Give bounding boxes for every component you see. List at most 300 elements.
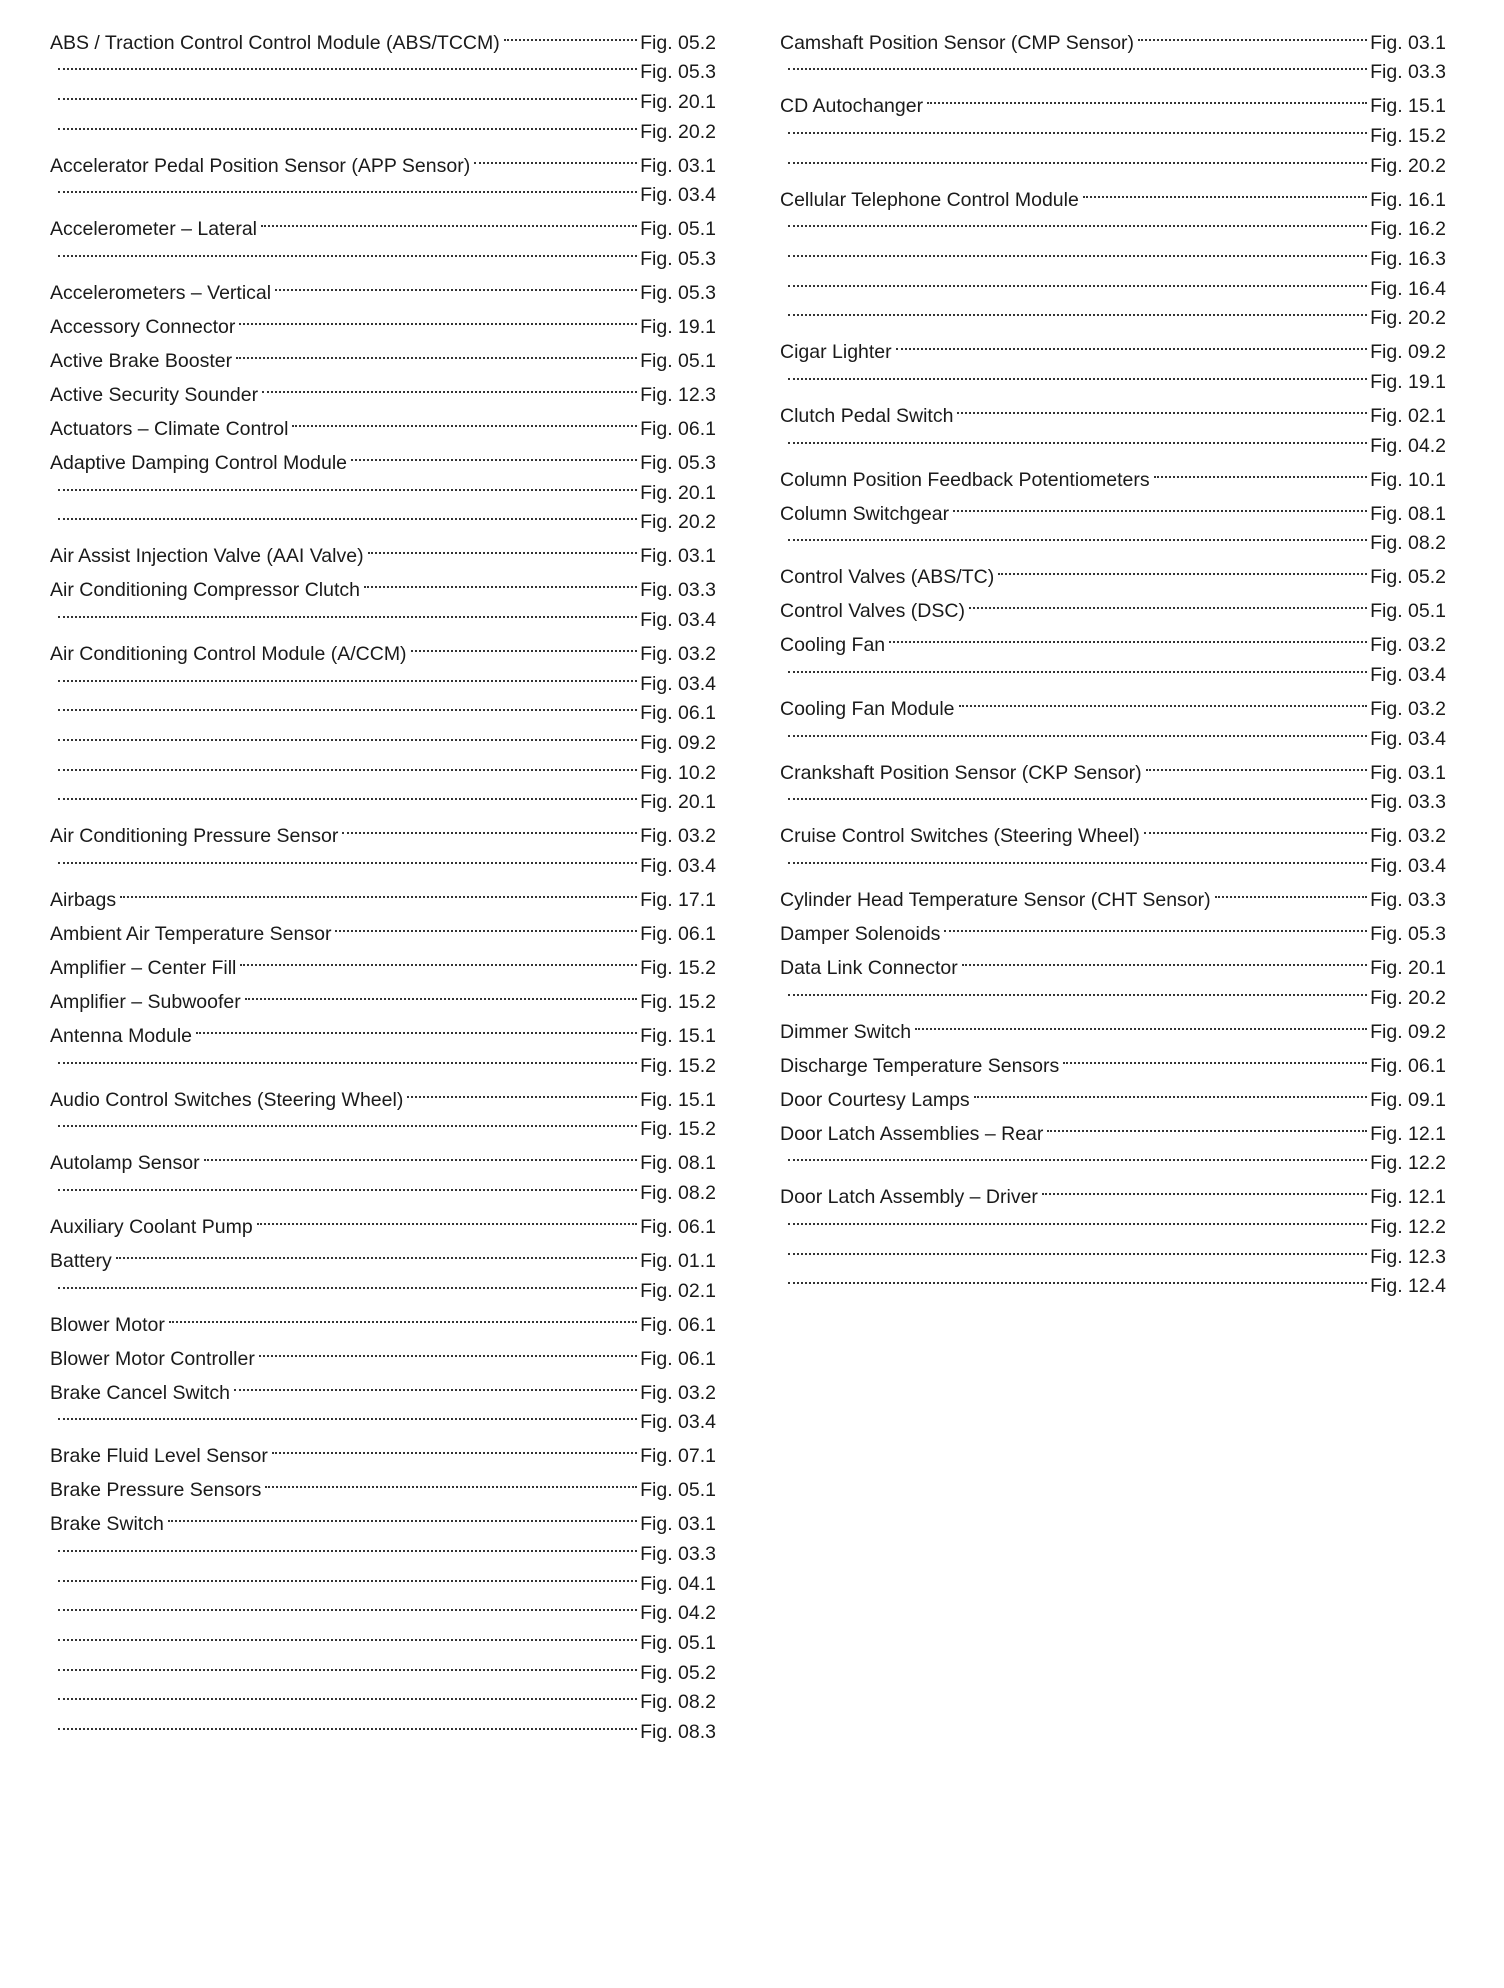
dot-leader — [58, 172, 637, 202]
component-name-brake-pressure-sensors: Brake Pressure Sensors — [50, 1479, 262, 1502]
figure-reference: Fig. 15.2 — [1370, 125, 1446, 148]
index-continuation-line — [780, 520, 1446, 555]
figure-reference: Fig. 20.2 — [1370, 154, 1446, 177]
index-continuation-line — [780, 112, 1446, 148]
figure-reference: Fig. 08.2 — [640, 1182, 716, 1205]
dot-leader — [788, 422, 1367, 452]
dot-leader — [788, 715, 1367, 745]
index-continuation-line — [50, 842, 716, 878]
index-entry — [50, 1012, 716, 1077]
dot-leader — [959, 685, 1368, 715]
index-entry — [780, 456, 1446, 491]
figure-reference: Fig. 03.1 — [1370, 761, 1446, 784]
index-entry-line — [50, 533, 716, 568]
figure-reference: Fig. 03.1 — [640, 545, 716, 568]
dot-leader — [58, 1106, 637, 1136]
index-continuation-line — [780, 651, 1446, 687]
index-entry — [780, 176, 1446, 330]
dot-leader — [788, 520, 1367, 550]
dot-leader — [788, 1203, 1367, 1233]
dot-leader — [974, 1076, 1367, 1106]
component-name-dimmer-switch: Dimmer Switch — [780, 1020, 912, 1043]
index-continuation-line — [50, 1590, 716, 1625]
component-name-cd-autochanger: CD Autochanger — [780, 95, 924, 118]
figure-reference: Fig. 03.4 — [640, 184, 716, 207]
figure-reference: Fig. 03.4 — [1370, 727, 1446, 750]
figure-reference: Fig. 05.2 — [1370, 566, 1446, 589]
dot-leader — [234, 1369, 637, 1399]
component-name-discharge-temperature-sensors: Discharge Temperature Sensors — [780, 1054, 1060, 1077]
index-continuation-line — [50, 1042, 716, 1077]
index-entry-line — [50, 1203, 716, 1239]
dot-leader — [58, 108, 637, 138]
index-continuation-line — [50, 1560, 716, 1595]
index-continuation-line — [50, 1530, 716, 1566]
figure-reference: Fig. 08.2 — [1370, 532, 1446, 555]
figure-reference: Fig. 12.4 — [1370, 1275, 1446, 1298]
component-name-brake-fluid-level-sensor: Brake Fluid Level Sensor — [50, 1445, 268, 1468]
figure-reference: Fig. 09.2 — [1370, 341, 1446, 364]
component-name-accelerator-pedal-position-sensor-app-sensor: Accelerator Pedal Position Sensor (APP Sensor) — [50, 154, 471, 177]
dot-leader — [364, 567, 637, 597]
dot-leader — [788, 651, 1367, 681]
dot-leader — [58, 78, 637, 108]
figure-reference: Fig. 05.3 — [640, 61, 716, 84]
dot-leader — [58, 842, 637, 872]
dot-leader — [788, 49, 1367, 79]
figure-reference: Fig. 05.3 — [1370, 923, 1446, 946]
index-entry-line — [780, 554, 1446, 589]
component-name-brake-switch: Brake Switch — [50, 1513, 164, 1536]
figure-reference: Fig. 08.1 — [640, 1152, 716, 1175]
component-name-cruise-control-switches-steering-wheel: Cruise Control Switches (Steering Wheel) — [780, 825, 1140, 848]
figure-reference: Fig. 12.2 — [1370, 1216, 1446, 1239]
index-continuation-line — [50, 596, 716, 632]
dot-leader — [1042, 1174, 1367, 1204]
index-entry — [50, 533, 716, 568]
index-continuation-line — [50, 1267, 716, 1302]
index-continuation-line — [50, 779, 716, 814]
dot-leader — [58, 49, 637, 79]
figure-reference: Fig. 16.1 — [1370, 188, 1446, 211]
index-entry-line — [50, 1140, 716, 1175]
index-continuation-line — [50, 49, 716, 84]
component-name-cooling-fan: Cooling Fan — [780, 634, 886, 657]
figure-reference: Fig. 04.2 — [1370, 434, 1446, 457]
dot-leader — [368, 533, 638, 563]
figure-reference: Fig. 15.2 — [640, 957, 716, 980]
dot-leader — [788, 1140, 1367, 1170]
dot-leader — [1063, 1042, 1367, 1072]
component-name-autolamp-sensor: Autolamp Sensor — [50, 1152, 200, 1175]
figure-reference: Fig. 15.2 — [640, 1054, 716, 1077]
dot-leader — [262, 371, 637, 401]
component-name-amplifier-subwoofer: Amplifier – Subwoofer — [50, 991, 241, 1014]
figure-reference: Fig. 03.2 — [640, 643, 716, 666]
index-entry — [50, 269, 716, 305]
figure-reference: Fig. 10.2 — [640, 761, 716, 784]
figure-reference: Fig. 17.1 — [640, 889, 716, 912]
figure-reference: Fig. 20.1 — [1370, 957, 1446, 980]
index-entry — [50, 567, 716, 632]
figure-reference: Fig. 10.1 — [1370, 468, 1446, 491]
index-continuation-line — [50, 660, 716, 695]
index-entry — [50, 1140, 716, 1205]
figure-reference: Fig. 20.1 — [640, 791, 716, 814]
figure-reference: Fig. 03.4 — [640, 609, 716, 632]
figure-reference: Fig. 04.1 — [640, 1572, 716, 1595]
component-name-brake-cancel-switch: Brake Cancel Switch — [50, 1381, 230, 1404]
index-continuation-line — [780, 206, 1446, 241]
dot-leader — [969, 588, 1367, 618]
dot-leader — [58, 1267, 637, 1297]
component-name-air-conditioning-compressor-clutch: Air Conditioning Compressor Clutch — [50, 579, 360, 602]
dot-leader — [58, 1708, 637, 1738]
index-entry-line — [50, 630, 716, 666]
dot-leader — [292, 405, 637, 435]
dot-leader — [120, 876, 637, 906]
component-name-active-brake-booster: Active Brake Booster — [50, 350, 233, 373]
dot-leader — [889, 622, 1367, 652]
figure-reference: Fig. 03.2 — [1370, 634, 1446, 657]
index-entry — [50, 630, 716, 814]
figure-reference: Fig. 03.3 — [1370, 889, 1446, 912]
figure-reference: Fig. 06.1 — [640, 418, 716, 441]
index-entry — [780, 944, 1446, 1009]
index-continuation-line — [780, 974, 1446, 1009]
index-entry — [50, 1433, 716, 1468]
dot-leader — [962, 944, 1367, 974]
dot-leader — [168, 1501, 637, 1531]
index-continuation-line — [780, 1263, 1446, 1298]
component-name-accelerometer-lateral: Accelerometer – Lateral — [50, 218, 258, 241]
index-entry-line — [780, 329, 1446, 364]
index-entry-line — [780, 176, 1446, 211]
dot-leader — [342, 813, 637, 843]
figure-reference: Fig. 05.1 — [1370, 600, 1446, 623]
dot-leader — [58, 1399, 637, 1429]
dot-leader — [407, 1076, 637, 1106]
index-continuation-line — [50, 1106, 716, 1141]
figure-reference: Fig. 05.3 — [640, 282, 716, 305]
index-entry-line — [780, 392, 1446, 428]
index-continuation-line — [780, 142, 1446, 177]
dot-leader — [275, 269, 637, 299]
dot-leader — [116, 1237, 637, 1267]
index-entry-line — [50, 910, 716, 946]
index-continuation-line — [50, 172, 716, 207]
figure-reference: Fig. 05.1 — [640, 350, 716, 373]
component-name-antenna-module: Antenna Module — [50, 1025, 193, 1048]
component-name-door-latch-assemblies-rear: Door Latch Assemblies – Rear — [780, 1122, 1044, 1145]
index-continuation-line — [50, 108, 716, 143]
index-continuation-line — [780, 358, 1446, 394]
figure-reference: Fig. 15.1 — [1370, 95, 1446, 118]
index-entry — [50, 1501, 716, 1744]
figure-reference: Fig. 02.1 — [1370, 405, 1446, 428]
figure-reference: Fig. 09.1 — [1370, 1088, 1446, 1111]
figure-reference: Fig. 20.1 — [640, 91, 716, 114]
figure-reference: Fig. 12.1 — [1370, 1122, 1446, 1145]
dot-leader — [58, 1042, 637, 1072]
dot-leader — [788, 779, 1367, 809]
component-name-air-conditioning-control-module-a-ccm: Air Conditioning Control Module (A/CCM) — [50, 643, 407, 666]
dot-leader — [239, 303, 637, 333]
index-entry-line — [780, 813, 1446, 848]
index-entry — [50, 1301, 716, 1336]
dot-leader — [788, 206, 1367, 236]
figure-reference: Fig. 07.1 — [640, 1445, 716, 1468]
index-entry-line — [780, 19, 1446, 54]
component-name-door-latch-assembly-driver: Door Latch Assembly – Driver — [780, 1186, 1038, 1209]
dot-leader — [788, 1263, 1367, 1293]
index-entry — [780, 392, 1446, 457]
figure-reference: Fig. 03.1 — [1370, 31, 1446, 54]
dot-leader — [411, 630, 638, 660]
component-name-abs-traction-control-control-module-abs-tccm: ABS / Traction Control Control Module (ABS/TCCM) — [50, 31, 500, 54]
component-name-ambient-air-temperature-sensor: Ambient Air Temperature Sensor — [50, 923, 332, 946]
dot-leader — [788, 1233, 1367, 1263]
dot-leader — [788, 295, 1367, 325]
dot-leader — [196, 1012, 637, 1042]
index-entry — [780, 749, 1446, 814]
figure-reference: Fig. 03.2 — [1370, 698, 1446, 721]
dot-leader — [788, 112, 1367, 142]
index-entry — [780, 1008, 1446, 1043]
figure-reference: Fig. 08.1 — [1370, 502, 1446, 525]
index-entry-line — [780, 456, 1446, 491]
component-name-auxiliary-coolant-pump: Auxiliary Coolant Pump — [50, 1216, 253, 1239]
index-entry — [780, 329, 1446, 394]
index-continuation-line — [50, 1649, 716, 1684]
index-continuation-line — [50, 1619, 716, 1655]
dot-leader — [58, 719, 637, 749]
component-name-actuators-climate-control: Actuators – Climate Control — [50, 418, 289, 441]
dot-leader — [474, 142, 637, 172]
component-name-amplifier-center-fill: Amplifier – Center Fill — [50, 957, 237, 980]
index-entry-line — [780, 1174, 1446, 1209]
component-name-camshaft-position-sensor-cmp-sensor: Camshaft Position Sensor (CMP Sensor) — [780, 31, 1135, 54]
figure-reference: Fig. 12.1 — [1370, 1186, 1446, 1209]
index-entry — [780, 1110, 1446, 1175]
figure-reference: Fig. 19.1 — [1370, 371, 1446, 394]
figure-reference: Fig. 08.3 — [640, 1721, 716, 1744]
figure-reference: Fig. 03.3 — [1370, 791, 1446, 814]
figure-reference: Fig. 15.2 — [640, 1118, 716, 1141]
figure-reference: Fig. 05.2 — [640, 31, 716, 54]
dot-leader — [788, 142, 1367, 172]
index-entry — [780, 813, 1446, 878]
index-entry-line — [50, 813, 716, 848]
index-continuation-line — [50, 78, 716, 114]
figure-reference: Fig. 06.1 — [640, 702, 716, 725]
index-entry — [50, 142, 716, 207]
figure-reference: Fig. 15.1 — [640, 1088, 716, 1111]
figure-reference: Fig. 06.1 — [640, 1216, 716, 1239]
dot-leader — [58, 235, 637, 265]
dot-leader — [915, 1008, 1367, 1038]
dot-leader — [259, 1335, 637, 1365]
index-entry-line — [50, 269, 716, 305]
index-entry — [780, 622, 1446, 687]
dot-leader — [1047, 1110, 1367, 1140]
index-entry — [780, 685, 1446, 750]
figure-reference: Fig. 05.2 — [640, 1661, 716, 1684]
dot-leader — [169, 1301, 637, 1331]
component-name-cellular-telephone-control-module: Cellular Telephone Control Module — [780, 188, 1079, 211]
index-continuation-line — [50, 1679, 716, 1714]
component-name-control-valves-dsc: Control Valves (DSC) — [780, 600, 965, 623]
component-name-crankshaft-position-sensor-ckp-sensor: Crankshaft Position Sensor (CKP Sensor) — [780, 761, 1142, 784]
figure-reference: Fig. 05.3 — [640, 452, 716, 474]
figure-reference: Fig. 03.2 — [1370, 825, 1446, 848]
dot-leader — [58, 779, 637, 809]
dot-leader — [58, 1530, 637, 1560]
component-name-airbags: Airbags — [50, 889, 117, 912]
figure-reference: Fig. 09.2 — [640, 732, 716, 755]
index-entry-line — [780, 749, 1446, 784]
figure-reference: Fig. 03.2 — [640, 1381, 716, 1404]
dot-leader — [58, 596, 637, 626]
figure-reference: Fig. 20.2 — [640, 511, 716, 534]
index-entry-line — [50, 19, 716, 54]
dot-leader — [58, 1560, 637, 1590]
component-name-accessory-connector: Accessory Connector — [50, 316, 236, 339]
index-entry — [780, 1174, 1446, 1298]
figure-reference: Fig. 03.1 — [640, 154, 716, 177]
index-entry — [780, 490, 1446, 555]
component-name-air-assist-injection-valve-aai-valve: Air Assist Injection Valve (AAI Valve) — [50, 545, 364, 568]
dot-leader — [1138, 19, 1367, 49]
index-continuation-line — [780, 1140, 1446, 1175]
dot-leader — [58, 1590, 637, 1620]
dot-leader — [58, 1679, 637, 1709]
figure-reference: Fig. 20.2 — [1370, 307, 1446, 330]
figure-reference: Fig. 06.1 — [640, 923, 716, 946]
figure-reference: Fig. 04.2 — [640, 1602, 716, 1625]
component-name-clutch-pedal-switch: Clutch Pedal Switch — [780, 405, 954, 428]
index-entry-line — [50, 206, 716, 241]
index-continuation-line — [50, 235, 716, 271]
index-entry-line — [780, 685, 1446, 721]
dot-leader — [236, 337, 637, 367]
figure-reference: Fig. 03.1 — [640, 1513, 716, 1536]
figure-reference: Fig. 03.4 — [640, 1411, 716, 1434]
index-entry — [50, 910, 716, 946]
dot-leader — [788, 265, 1367, 295]
index-entry — [780, 83, 1446, 177]
figure-reference: Fig. 20.2 — [640, 120, 716, 143]
dot-leader — [335, 910, 637, 940]
component-name-door-courtesy-lamps: Door Courtesy Lamps — [780, 1088, 970, 1111]
component-name-audio-control-switches-steering-wheel: Audio Control Switches (Steering Wheel) — [50, 1088, 404, 1111]
index-entry — [780, 19, 1446, 84]
index-continuation-line — [780, 235, 1446, 271]
figure-reference: Fig. 03.3 — [640, 579, 716, 602]
component-name-damper-solenoids: Damper Solenoids — [780, 923, 941, 946]
index-entry — [50, 439, 716, 534]
dot-leader — [272, 1433, 637, 1463]
index-continuation-line — [780, 715, 1446, 750]
figure-reference: Fig. 03.4 — [640, 855, 716, 878]
figure-reference: Fig. 05.1 — [640, 1632, 716, 1655]
dot-leader — [927, 83, 1367, 113]
dot-leader — [261, 206, 637, 236]
index-continuation-line — [780, 842, 1446, 878]
figure-reference: Fig. 19.1 — [640, 316, 716, 339]
dot-leader — [204, 1140, 638, 1170]
dot-leader — [504, 19, 637, 49]
index-entry — [50, 1237, 716, 1302]
index-continuation-line — [780, 779, 1446, 814]
figure-reference: Fig. 06.1 — [640, 1347, 716, 1370]
index-column-right — [780, 19, 1446, 1298]
figure-reference: Fig. 15.1 — [640, 1025, 716, 1048]
index-entry-line — [780, 83, 1446, 118]
index-entry-line — [780, 1008, 1446, 1043]
index-entry — [780, 876, 1446, 912]
figure-reference: Fig. 08.2 — [640, 1691, 716, 1714]
component-name-column-switchgear: Column Switchgear — [780, 502, 950, 525]
index-continuation-line — [780, 1203, 1446, 1239]
figure-reference: Fig. 02.1 — [640, 1279, 716, 1302]
component-name-control-valves-abs-tc: Control Valves (ABS/TC) — [780, 566, 995, 589]
dot-leader — [788, 974, 1367, 1004]
dot-leader — [1215, 876, 1367, 906]
index-entry-line — [780, 876, 1446, 912]
dot-leader — [1154, 456, 1368, 486]
figure-reference: Fig. 16.3 — [1370, 248, 1446, 271]
dot-leader — [944, 910, 1367, 940]
dot-leader — [58, 469, 637, 499]
index-continuation-line — [780, 265, 1446, 300]
index-continuation-line — [50, 1169, 716, 1205]
figure-reference: Fig. 05.3 — [640, 248, 716, 271]
figure-reference: Fig. 03.3 — [640, 1543, 716, 1566]
index-continuation-line — [50, 499, 716, 534]
figure-reference: Fig. 20.2 — [1370, 986, 1446, 1009]
figure-reference: Fig. 12.3 — [640, 384, 716, 407]
dot-leader — [245, 978, 637, 1008]
component-name-battery: Battery — [50, 1250, 112, 1273]
figure-reference: Fig. 06.1 — [1370, 1054, 1446, 1077]
dot-leader — [1144, 813, 1367, 843]
figure-reference: Fig. 05.1 — [640, 218, 716, 241]
index-entry-line — [50, 1301, 716, 1336]
component-name-blower-motor: Blower Motor — [50, 1313, 165, 1336]
dot-leader — [58, 749, 637, 779]
figure-reference: Fig. 06.1 — [640, 1313, 716, 1336]
index-continuation-line — [780, 1233, 1446, 1268]
dot-leader — [788, 842, 1367, 872]
index-entry-line — [50, 142, 716, 177]
index-entry — [50, 1076, 716, 1141]
dot-leader — [257, 1203, 637, 1233]
dot-leader — [58, 690, 637, 720]
index-continuation-line — [780, 422, 1446, 457]
dot-leader — [788, 235, 1367, 265]
index-entry — [50, 876, 716, 912]
component-name-air-conditioning-pressure-sensor: Air Conditioning Pressure Sensor — [50, 825, 339, 848]
index-continuation-line — [780, 295, 1446, 330]
dot-leader — [58, 1649, 637, 1679]
index-continuation-line — [50, 1399, 716, 1434]
component-name-cigar-lighter: Cigar Lighter — [780, 341, 892, 364]
figure-reference: Fig. 20.1 — [640, 481, 716, 504]
component-name-cooling-fan-module: Cooling Fan Module — [780, 698, 955, 721]
dot-leader — [58, 499, 637, 529]
dot-leader — [58, 1169, 637, 1199]
